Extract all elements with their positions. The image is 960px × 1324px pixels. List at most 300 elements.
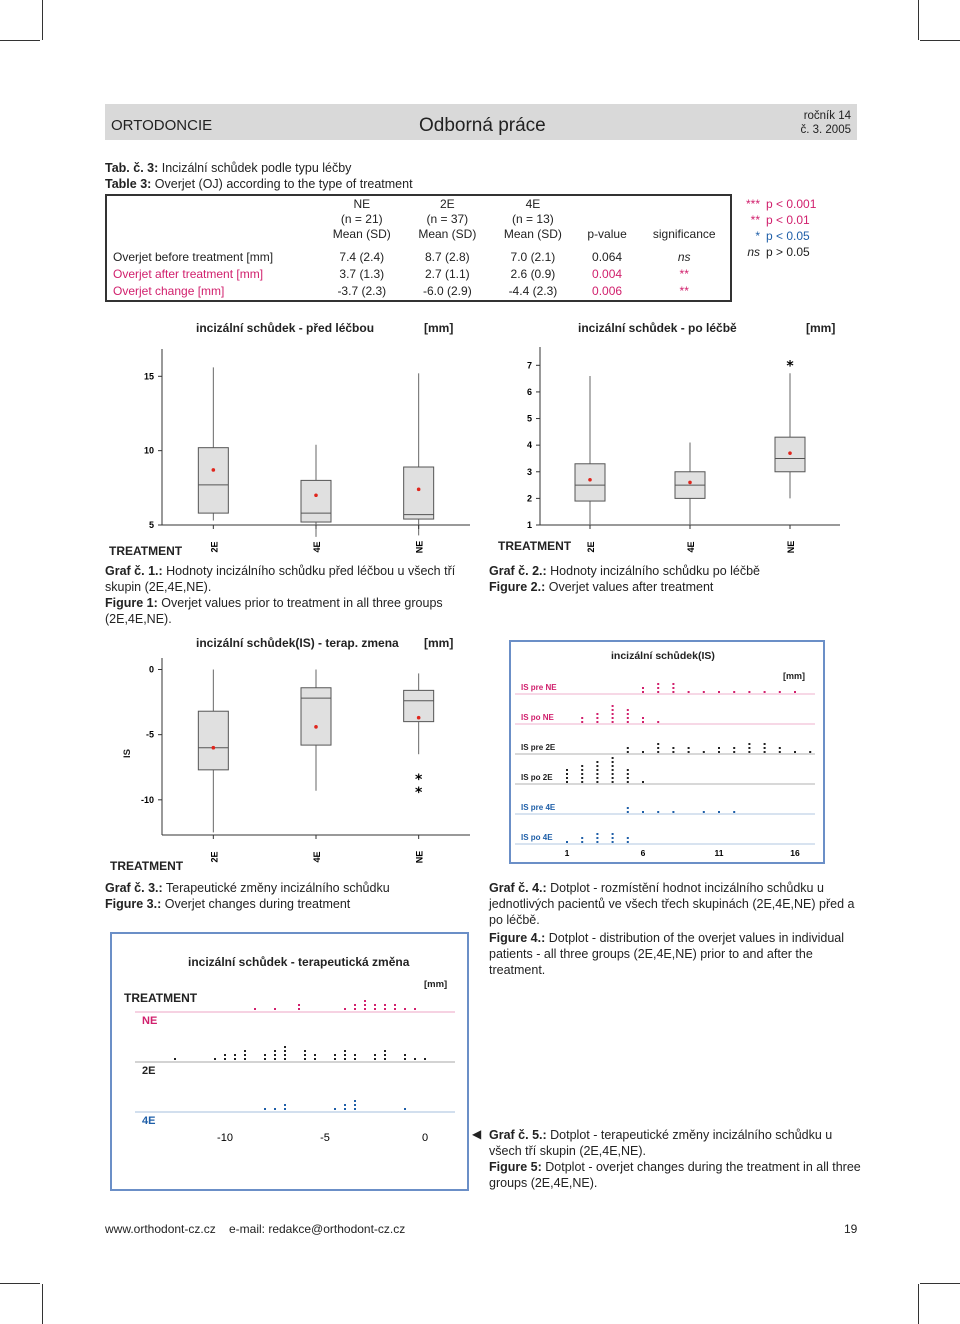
row-label: Overjet before treatment [mm] [113,250,274,264]
data-dot [612,721,614,723]
y-tick-label: 5 [148,520,154,530]
data-dot [718,811,720,813]
data-dot [642,781,644,783]
data-dot [612,713,614,715]
data-dot [672,691,674,693]
fig5-xlabel: TREATMENT [124,991,198,1005]
row-label: IS po 2E [521,773,553,782]
data-dot [764,747,766,749]
outlier-point: * [415,785,423,801]
issue-label: č. 3. 2005 [800,124,851,136]
data-dot [404,1058,406,1060]
data-dot [244,1050,246,1052]
data-dot [298,1004,300,1006]
data-dot [612,705,614,707]
x-tick-label: 6 [640,848,646,858]
row-label: 2E [142,1065,156,1077]
legend-item: * p < 0.05 [755,229,810,243]
x-tick-label: 2E [209,851,220,863]
data-dot [234,1054,236,1056]
data-dot [657,747,659,749]
x-tick-label: 1 [564,848,570,858]
row-label: IS pre NE [521,683,557,692]
data-dot [627,721,629,723]
row-label: IS po 4E [521,833,553,842]
data-dot [733,751,735,753]
data-dot [627,747,629,749]
data-dot [596,777,598,779]
data-dot [214,1058,216,1060]
data-dot [596,713,598,715]
section-name: ORTODONCIE [111,117,213,134]
data-dot [374,1058,376,1060]
x-tick-label: NE [414,540,425,554]
legend-item: *** p < 0.001 [745,197,817,211]
col-header: 4E (n = 13) Mean (SD) [503,197,562,241]
table-cell: -4.4 (2.3) [508,284,558,298]
data-dot [688,751,690,753]
fig1-xlabel: TREATMENT [109,544,183,558]
fig3-unit: [mm] [424,636,454,650]
results-table [105,194,732,302]
category-name: Odborná práce [419,115,546,136]
data-dot [284,1054,286,1056]
table-header-row [106,195,731,243]
crop-mark [920,1283,960,1284]
fig5-dotplot [135,1000,455,1145]
data-dot [627,777,629,779]
data-dot [244,1058,246,1060]
box [301,688,331,745]
data-dot [779,747,781,749]
data-dot [612,769,614,771]
mean-point [688,481,692,485]
data-dot [404,1054,406,1056]
y-tick-label: -10 [140,794,154,805]
table-title-prefix: Tab. č. 3: [105,161,159,175]
x-tick-label: NE [786,540,796,554]
data-dot [344,1008,346,1010]
data-dot [657,687,659,689]
data-dot [642,721,644,723]
table-cell: 7.0 (2.1) [510,250,556,264]
data-dot [334,1058,336,1060]
mean-point [314,725,318,729]
data-dot [672,683,674,685]
data-dot [764,743,766,745]
data-dot [234,1058,236,1060]
data-dot [627,769,629,771]
fig5-unit: [mm] [424,979,448,990]
data-dot [414,1008,416,1010]
data-dot [354,1008,356,1010]
data-dot [581,717,583,719]
fig1-title: incizální schůdek - před léčbou [196,321,375,335]
data-dot [364,1000,366,1002]
data-dot [374,1004,376,1006]
data-dot [612,709,614,711]
data-dot [642,751,644,753]
data-dot [596,841,598,843]
data-dot [642,691,644,693]
fig3-caption: Graf č. 3.: Terapeutické změny incizálního schůdku Figure 3.: Overjet changes during treatment [105,881,390,911]
data-dot [581,781,583,783]
y-tick-label: 4 [526,440,532,451]
table-row [106,266,731,283]
data-dot [612,761,614,763]
data-dot [627,837,629,839]
data-dot [304,1054,306,1056]
data-dot [657,743,659,745]
box [198,448,228,513]
crop-mark [918,0,919,40]
fig1-boxplot [140,340,470,554]
mean-point [417,716,421,720]
table-cell: 0.006 [592,284,623,298]
fig5-title: incizální schůdek - terapeutická změna [188,955,410,969]
y-tick-label: 7 [526,360,532,371]
significance-legend [738,196,816,260]
data-dot [718,691,720,693]
data-dot [334,1054,336,1056]
data-dot [642,687,644,689]
table-title-text: Overjet (OJ) according to the type of treatment [151,177,413,191]
data-dot [581,841,583,843]
data-dot [284,1108,286,1110]
data-dot [581,721,583,723]
legend-item: ** p < 0.01 [750,213,810,227]
data-dot [764,751,766,753]
data-dot [596,769,598,771]
data-dot [354,1004,356,1006]
data-dot [314,1054,316,1056]
data-dot [657,691,659,693]
fig1-unit: [mm] [424,321,454,335]
data-dot [748,751,750,753]
table-row [106,283,731,301]
data-dot [627,811,629,813]
table-cell: -6.0 (2.9) [423,284,472,298]
data-dot [596,765,598,767]
table-cell: 0.064 [592,250,623,264]
row-label: 4E [142,1115,156,1127]
table-cell: 2.6 (0.9) [510,267,556,281]
mean-point [417,488,421,492]
data-dot [344,1058,346,1060]
pvalue-header: p-value [587,227,627,241]
page-header [105,104,857,140]
row-label: IS po NE [521,713,554,722]
data-dot [274,1058,276,1060]
data-dot [794,751,796,753]
legend-item: ns p > 0.05 [747,245,810,259]
fig2-caption: Graf č. 2.: Hodnoty incizálního schůdku po léčbě Figure 2.: Overjet values after treatment [489,564,761,594]
data-dot [354,1054,356,1056]
x-tick-label: 4E [312,851,322,863]
table-row [106,249,731,266]
y-tick-label: 0 [148,664,154,675]
data-dot [703,751,705,753]
data-dot [404,1108,406,1110]
data-dot [581,837,583,839]
table-cell: ns [677,250,691,264]
x-tick-label: 2E [586,541,596,553]
table-cell: -3.7 (2.3) [337,284,387,298]
x-tick-label: 2E [209,541,220,553]
data-dot [264,1108,266,1110]
fig4-dotplot [515,665,815,858]
data-dot [718,751,720,753]
data-dot [672,747,674,749]
crop-mark [920,40,960,41]
x-tick-label: 4E [686,541,696,553]
footer-site[interactable]: www.orthodont-cz.cz [105,1222,216,1236]
table-cell: 8.7 (2.8) [424,250,470,264]
col-header: 2E (n = 37) Mean (SD) [418,197,477,241]
data-dot [581,777,583,779]
outlier-point: * [415,771,423,788]
data-dot [627,717,629,719]
data-dot [612,765,614,767]
x-tick-label: -10 [217,1132,233,1144]
fig3-title: incizální schůdek(IS) - terap. zmena [196,636,399,650]
data-dot [566,773,568,775]
data-dot [344,1108,346,1110]
data-dot [274,1108,276,1110]
data-dot [657,751,659,753]
data-dot [344,1054,346,1056]
data-dot [298,1008,300,1010]
table-title-prefix: Table 3: [105,177,152,191]
y-tick-label: 15 [143,371,154,382]
y-tick-label: -5 [145,729,154,740]
data-dot [566,769,568,771]
mean-point [212,746,216,750]
data-dot [627,807,629,809]
data-dot [718,747,720,749]
footer-email[interactable]: e-mail: redakce@orthodont-cz.cz [229,1222,406,1236]
data-dot [274,1050,276,1052]
data-dot [642,717,644,719]
data-dot [764,691,766,693]
data-dot [284,1046,286,1048]
data-dot [779,751,781,753]
data-dot [657,721,659,723]
data-dot [304,1050,306,1052]
data-dot [224,1054,226,1056]
col-header: NE (n = 21) Mean (SD) [332,197,391,241]
data-dot [581,765,583,767]
data-dot [748,691,750,693]
data-dot [334,1108,336,1110]
x-tick-label: -5 [320,1132,330,1144]
y-tick-label: 3 [526,466,532,477]
y-tick-label: 5 [526,413,532,424]
data-dot [384,1008,386,1010]
data-dot [284,1058,286,1060]
data-dot [612,841,614,843]
data-dot [733,747,735,749]
crop-mark [42,0,43,40]
data-dot [703,691,705,693]
row-label: Overjet after treatment [mm] [113,267,264,281]
data-dot [304,1058,306,1060]
data-dot [642,811,644,813]
data-dot [627,781,629,783]
mean-point [588,478,592,482]
data-dot [779,691,781,693]
fig2-xlabel: TREATMENT [498,539,572,553]
data-dot [344,1050,346,1052]
data-dot [254,1008,256,1010]
data-dot [174,1058,176,1060]
data-dot [748,747,750,749]
crop-mark [42,1284,43,1324]
data-dot [672,687,674,689]
data-dot [627,751,629,753]
data-dot [284,1050,286,1052]
data-dot [244,1054,246,1056]
volume-label: ročník 14 [803,110,851,122]
data-dot [374,1054,376,1056]
data-dot [612,717,614,719]
data-dot [596,721,598,723]
row-label: IS pre 2E [521,743,556,752]
data-dot [374,1008,376,1010]
row-label: NE [142,1015,158,1027]
data-dot [733,811,735,813]
mean-point [314,493,318,497]
data-dot [284,1104,286,1106]
table-cell: ** [679,284,689,298]
data-dot [354,1058,356,1060]
data-dot [612,837,614,839]
data-dot [364,1004,366,1006]
table-title-text: Incizální schůdek podle typu léčby [158,161,352,175]
data-dot [224,1058,226,1060]
y-tick-label: 2 [526,493,532,504]
data-dot [596,773,598,775]
pointer-arrow-icon: ◀ [472,1127,482,1141]
fig3-boxplot [140,655,470,864]
data-dot [354,1108,356,1110]
data-dot [596,837,598,839]
fig4-unit: [mm] [783,671,805,681]
crop-mark [918,1284,919,1324]
data-dot [657,811,659,813]
row-label: IS pre 4E [521,803,556,812]
data-dot [394,1008,396,1010]
data-dot [384,1054,386,1056]
fig4-caption: Graf č. 4.: Dotplot - rozmístění hodnot incizálního schůdku u jednotlivých pacientů ve všech třech skupinách (2E,4E,NE) před a po léčbě. Figure 4.: Dotplot - distribution of the overjet values in individual patients - all three groups (2E,4E,NE) prior to and after the treatment. [489,881,855,977]
data-dot [612,773,614,775]
fig2-title: incizální schůdek - po léčbě [578,321,737,335]
fig5-caption: Graf č. 5.: Dotplot - terapeutické změny incizálního schůdku u všech tří skupin (2E,4E,NE). Figure 5: Dotplot - overjet changes during the treatment in all three groups (2E,4E,NE). [489,1128,861,1190]
data-dot [274,1054,276,1056]
issue-info [800,109,851,137]
data-dot [596,761,598,763]
data-dot [627,709,629,711]
data-dot [384,1058,386,1060]
mean-point [788,451,792,455]
data-dot [657,683,659,685]
row-label: Overjet change [mm] [113,284,225,298]
data-dot [612,777,614,779]
data-dot [264,1058,266,1060]
x-tick-label: 16 [790,848,800,858]
table-title-cz [105,161,351,175]
data-dot [394,1004,396,1006]
data-dot [581,769,583,771]
y-tick-label: 1 [526,520,532,530]
x-tick-label: 4E [312,541,322,553]
data-dot [354,1104,356,1106]
data-dot [672,811,674,813]
data-dot [414,1058,416,1060]
data-dot [424,1058,426,1060]
data-dot [627,841,629,843]
crop-mark [0,1283,40,1284]
box [404,467,434,519]
fig3-xlabel: TREATMENT [110,859,184,873]
data-dot [612,757,614,759]
x-tick-label: 0 [421,1132,429,1144]
data-dot [274,1008,276,1010]
data-dot [612,833,614,835]
outlier-point: * [786,358,794,375]
data-dot [672,751,674,753]
data-dot [794,691,796,693]
data-dot [344,1104,346,1106]
data-dot [566,777,568,779]
data-dot [688,691,690,693]
page-number: 19 [844,1222,858,1236]
fig4-title: incizální schůdek(IS) [611,650,715,662]
data-dot [404,1008,406,1010]
data-dot [566,841,568,843]
data-dot [384,1050,386,1052]
data-dot [733,691,735,693]
y-tick-label: 10 [143,445,154,456]
fig2-unit: [mm] [806,321,836,335]
x-tick-label: NE [414,850,425,864]
table-cell: 3.7 (1.3) [339,267,385,281]
box [198,711,228,770]
box [575,464,605,501]
data-dot [612,781,614,783]
data-dot [748,743,750,745]
data-dot [354,1100,356,1102]
table-cell: 0.004 [592,267,623,281]
table-title-en [105,177,413,191]
fig3-ylabel: IS [122,749,133,758]
data-dot [627,713,629,715]
data-dot [314,1058,316,1060]
data-dot [364,1008,366,1010]
x-tick-label: 11 [714,848,724,858]
data-dot [596,833,598,835]
table-cell: 2.7 (1.1) [424,267,470,281]
data-dot [688,747,690,749]
data-dot [566,781,568,783]
data-dot [581,773,583,775]
data-dot [809,751,811,753]
data-dot [596,781,598,783]
y-tick-label: 6 [526,386,532,397]
fig1-caption: Graf č. 1.: Hodnoty incizálního schůdku před léčbou u všech tří skupin (2E,4E,NE). Figure 1: Overjet values prior to treatment in all three groups (2E,4E,NE). [105,564,456,626]
table-cell: ** [679,267,689,281]
data-dot [384,1004,386,1006]
